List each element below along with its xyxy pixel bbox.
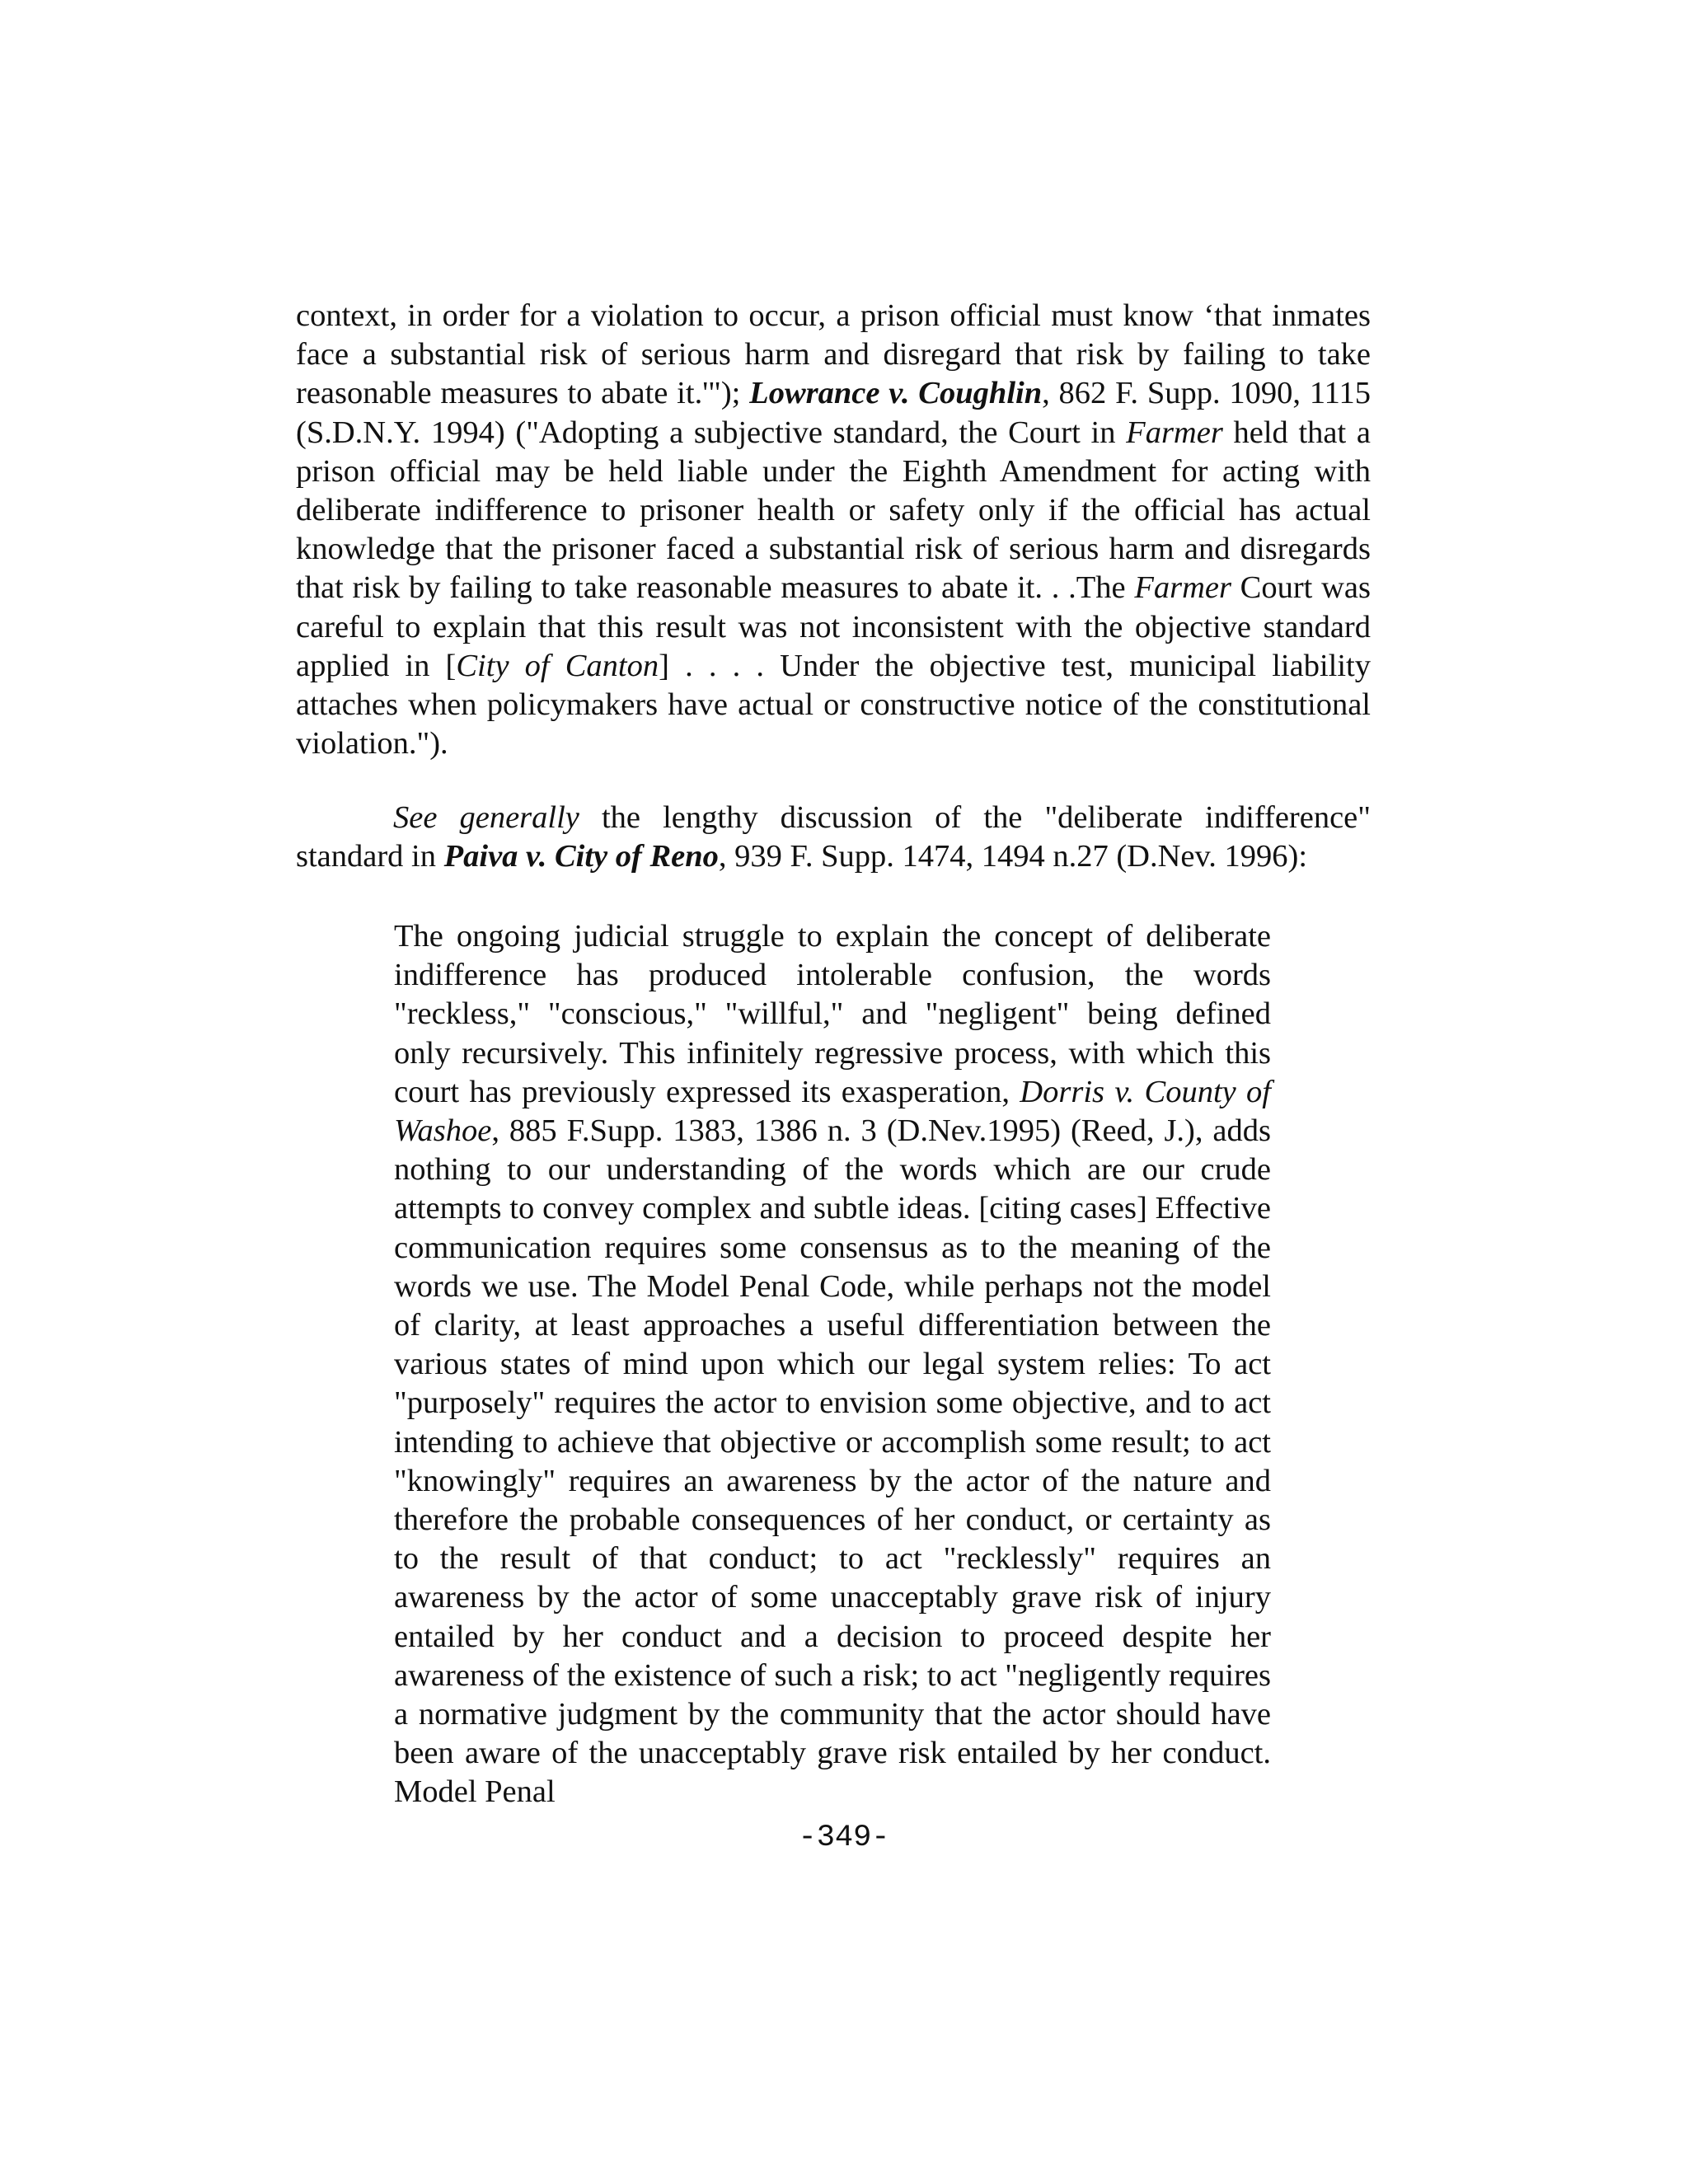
case-reference-canton: City of Canton xyxy=(456,648,659,683)
case-reference-dorris: Dorris v. County of Washoe xyxy=(394,1074,1272,1149)
signal-see-generally: See generally xyxy=(393,800,579,835)
body-paragraph-2 xyxy=(296,799,1371,876)
paragraph-text: held that a prison official may be held liable under the Eighth Amendment for acting with deliberate indifference to prisoner health or safety only if the official has actual knowledge that the prisoner faced a substantial risk of serious harm and disregards that risk by failing to take reasonable measures to abate it. . .The xyxy=(296,415,1371,606)
paragraph-text: , 862 F. Supp. 1090, 1115 (S.D.N.Y. 1994) ("Adopting a subjective standard, the Court in xyxy=(296,376,1371,450)
paragraph-text: the lengthy discussion of the "deliberate indifference" standard in xyxy=(296,800,1371,874)
case-citation-lowrance: Lowrance v. Coughlin xyxy=(749,376,1043,411)
paragraph-text: context, in order for a violation to occur, a prison official must know ‘that inmates face a substantial risk of serious harm and disregard that risk by failing to take reasonable measures to abate it.'"); xyxy=(296,298,1371,411)
paragraph-text: ] . . . . Under the objective test, municipal liability attaches when policymakers have actual or constructive notice of the constitutional violation."). xyxy=(296,648,1372,762)
block-quote xyxy=(394,917,1271,1812)
case-reference-farmer: Farmer xyxy=(1126,415,1223,450)
paragraph-text: Court was careful to explain that this result was not inconsistent with the objective standard applied in [ xyxy=(296,570,1371,683)
quote-text: , 885 F.Supp. 1383, 1386 n. 3 (D.Nev.1995) (Reed, J.), adds nothing to our understanding of the words which are our crude attempts to convey complex and subtle ideas. [citing cases] Effective communication requires some consensus as to the meaning of the words we use. The Model Penal Code, while perhaps not the model of clarity, at least approaches a useful differentiation between the various states of mind upon which our legal system relies: To act "purposely" requires the actor to envision some objective, and to act intending to achieve that objective or accomplish some result; to act "knowingly" requires an awareness by the actor of the nature and therefore the probable consequences of her conduct, or certainty as to the result of that conduct; to act "recklessly" requires an awareness by the actor of some unacceptably grave risk of injury entailed by her conduct and a decision to proceed despite her awareness of the existence of such a risk; to act "negligently requires a normative judgment by the community that the actor should have been aware of the unacceptably grave risk entailed by her conduct. Model Penal xyxy=(394,1113,1271,1810)
paragraph-text: , 939 F. Supp. 1474, 1494 n.27 (D.Nev. 1996): xyxy=(718,839,1308,874)
quote-text: The ongoing judicial struggle to explain the concept of deliberate indifference has produced intolerable confusion, the words "reckless," "conscious," "willful," and "negligent" being defined only recursively. This infinitely regressive process, with which this court has previously expressed its exasperation, xyxy=(394,919,1271,1109)
case-citation-paiva: Paiva v. City of Reno xyxy=(443,839,719,874)
page-number: -349- xyxy=(798,1821,890,1855)
case-reference-farmer: Farmer xyxy=(1134,570,1231,606)
body-paragraph-1 xyxy=(296,297,1371,763)
